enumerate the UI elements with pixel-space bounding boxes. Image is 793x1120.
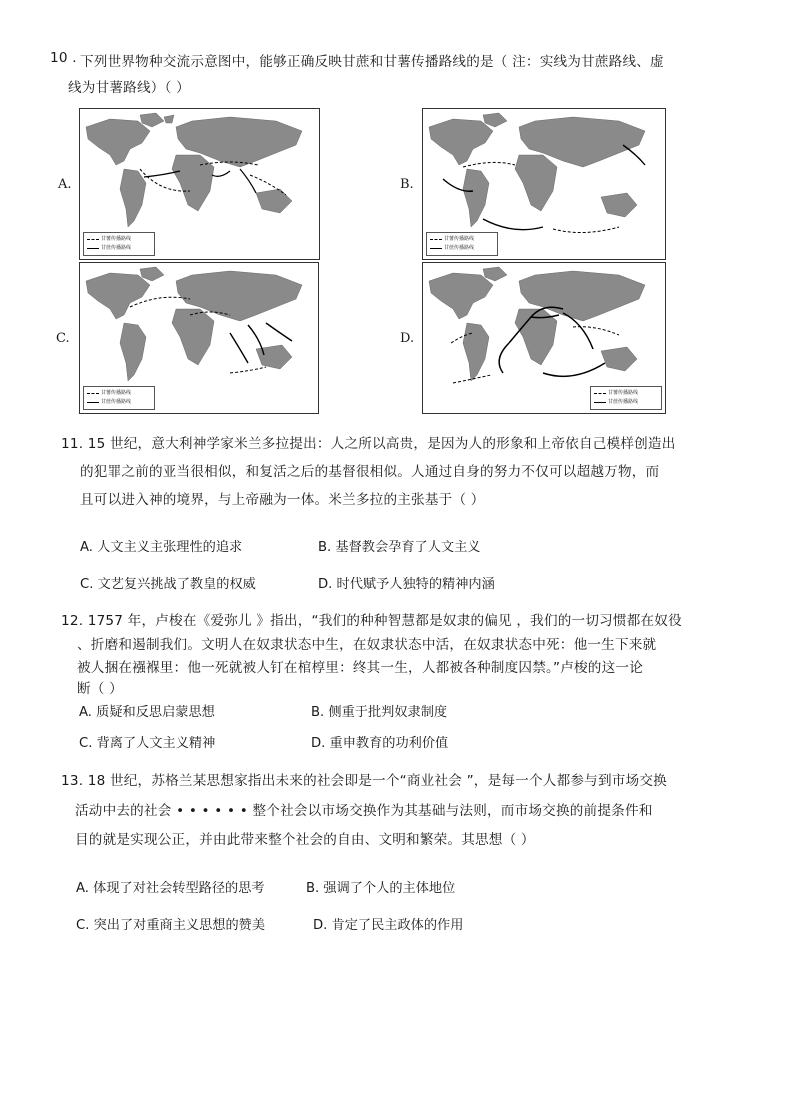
map-b-legend — [426, 232, 498, 256]
map-a — [79, 108, 320, 260]
q13-option-d[interactable]: D. 肯定了民主政体的作用 — [313, 918, 464, 933]
map-a-label: A. — [58, 177, 72, 192]
q10-number: 10 . — [50, 50, 77, 66]
q12-option-d[interactable]: D. 重申教育的功利价值 — [311, 736, 449, 751]
map-a-legend — [83, 232, 155, 256]
q13-option-b[interactable]: B. 强调了个人的主体地位 — [306, 881, 456, 896]
map-c — [79, 262, 319, 414]
q11-stem-line1: 11. 15 世纪，意大利神学家米兰多拉提出：人之所以高贵，是因为人的形象和上帝依自己模样创造出 — [61, 436, 676, 452]
q11-stem-line2: 的犯罪之前的亚当很相似，和复活之后的基督很相似。人通过自身的努力不仅可以超越万物，而 — [80, 464, 660, 480]
map-c-legend — [83, 386, 155, 410]
q13-stem-line2: 活动中去的社会 • • • • • • 整个社会以市场交换作为其基础与法则，而市场交换的前提条件和 — [75, 803, 653, 819]
q11-option-b[interactable]: B. 基督教会孕育了人文主义 — [318, 540, 481, 555]
q12-option-c[interactable]: C. 背离了人文主义精神 — [79, 736, 216, 751]
q10-stem-line2: 线为甘薯路线）（ ） — [68, 80, 190, 96]
legend-solid-label: 甘蔗传播路线 — [444, 245, 475, 251]
map-d — [422, 262, 666, 414]
map-b — [422, 108, 666, 260]
q12-stem-line2: 、折磨和遏制我们。文明人在奴隶状态中生，在奴隶状态中活，在奴隶状态中死：他一生下来就 — [77, 637, 657, 653]
map-d-legend — [590, 386, 662, 410]
map-d-label: D. — [400, 331, 415, 346]
legend-solid-label: 甘蔗传播路线 — [101, 399, 132, 405]
legend-dashed-label: 甘薯传播路线 — [101, 236, 132, 242]
map-c-label: C. — [56, 331, 70, 346]
legend-solid-label: 甘蔗传播路线 — [608, 399, 639, 405]
legend-dashed-label: 甘薯传播路线 — [101, 390, 132, 396]
q12-stem-line4: 断（ ） — [77, 681, 123, 697]
q11-option-a[interactable]: A. 人文主义主张理性的追求 — [80, 540, 243, 555]
q13-stem-line3: 目的就是实现公正，并由此带来整个社会的自由、文明和繁荣。其思想（ ） — [75, 832, 535, 848]
q12-option-a[interactable]: A. 质疑和反思启蒙思想 — [79, 705, 215, 720]
q13-option-a[interactable]: A. 体现了对社会转型路径的思考 — [76, 881, 265, 896]
q11-option-c[interactable]: C. 文艺复兴挑战了教皇的权威 — [80, 577, 256, 592]
legend-solid-label: 甘蔗传播路线 — [101, 245, 132, 251]
q12-stem-line3: 被人捆在襁褓里：他一死就被人钉在棺椁里：终其一生，人都被各种制度囚禁。”卢梭的这一论 — [77, 660, 643, 676]
q11-stem-line3: 且可以进入神的境界，与上帝融为一体。米兰多拉的主张基于（ ） — [80, 492, 485, 508]
legend-dashed-label: 甘薯传播路线 — [444, 236, 475, 242]
q13-option-c[interactable]: C. 突出了对重商主义思想的赞美 — [76, 918, 266, 933]
map-b-label: B. — [400, 177, 414, 192]
q10-stem-line1: 下列世界物种交流示意图中，能够正确反映甘蔗和甘薯传播路线的是（ 注：实线为甘蔗路线、虚 — [80, 54, 664, 70]
q11-option-d[interactable]: D. 时代赋予人独特的精神内涵 — [318, 577, 495, 592]
q12-option-b[interactable]: B. 侧重于批判奴隶制度 — [311, 705, 448, 720]
q13-stem-line1: 13. 18 世纪，苏格兰某思想家指出未来的社会即是一个“商业社会 ”，是每一个人都参与到市场交换 — [61, 773, 667, 789]
q12-stem-line1: 12. 1757 年，卢梭在《爱弥儿 》指出，“我们的种种智慧都是奴隶的偏见 ，我们的一切习惯都在奴役 — [61, 613, 682, 629]
legend-dashed-label: 甘薯传播路线 — [608, 390, 639, 396]
